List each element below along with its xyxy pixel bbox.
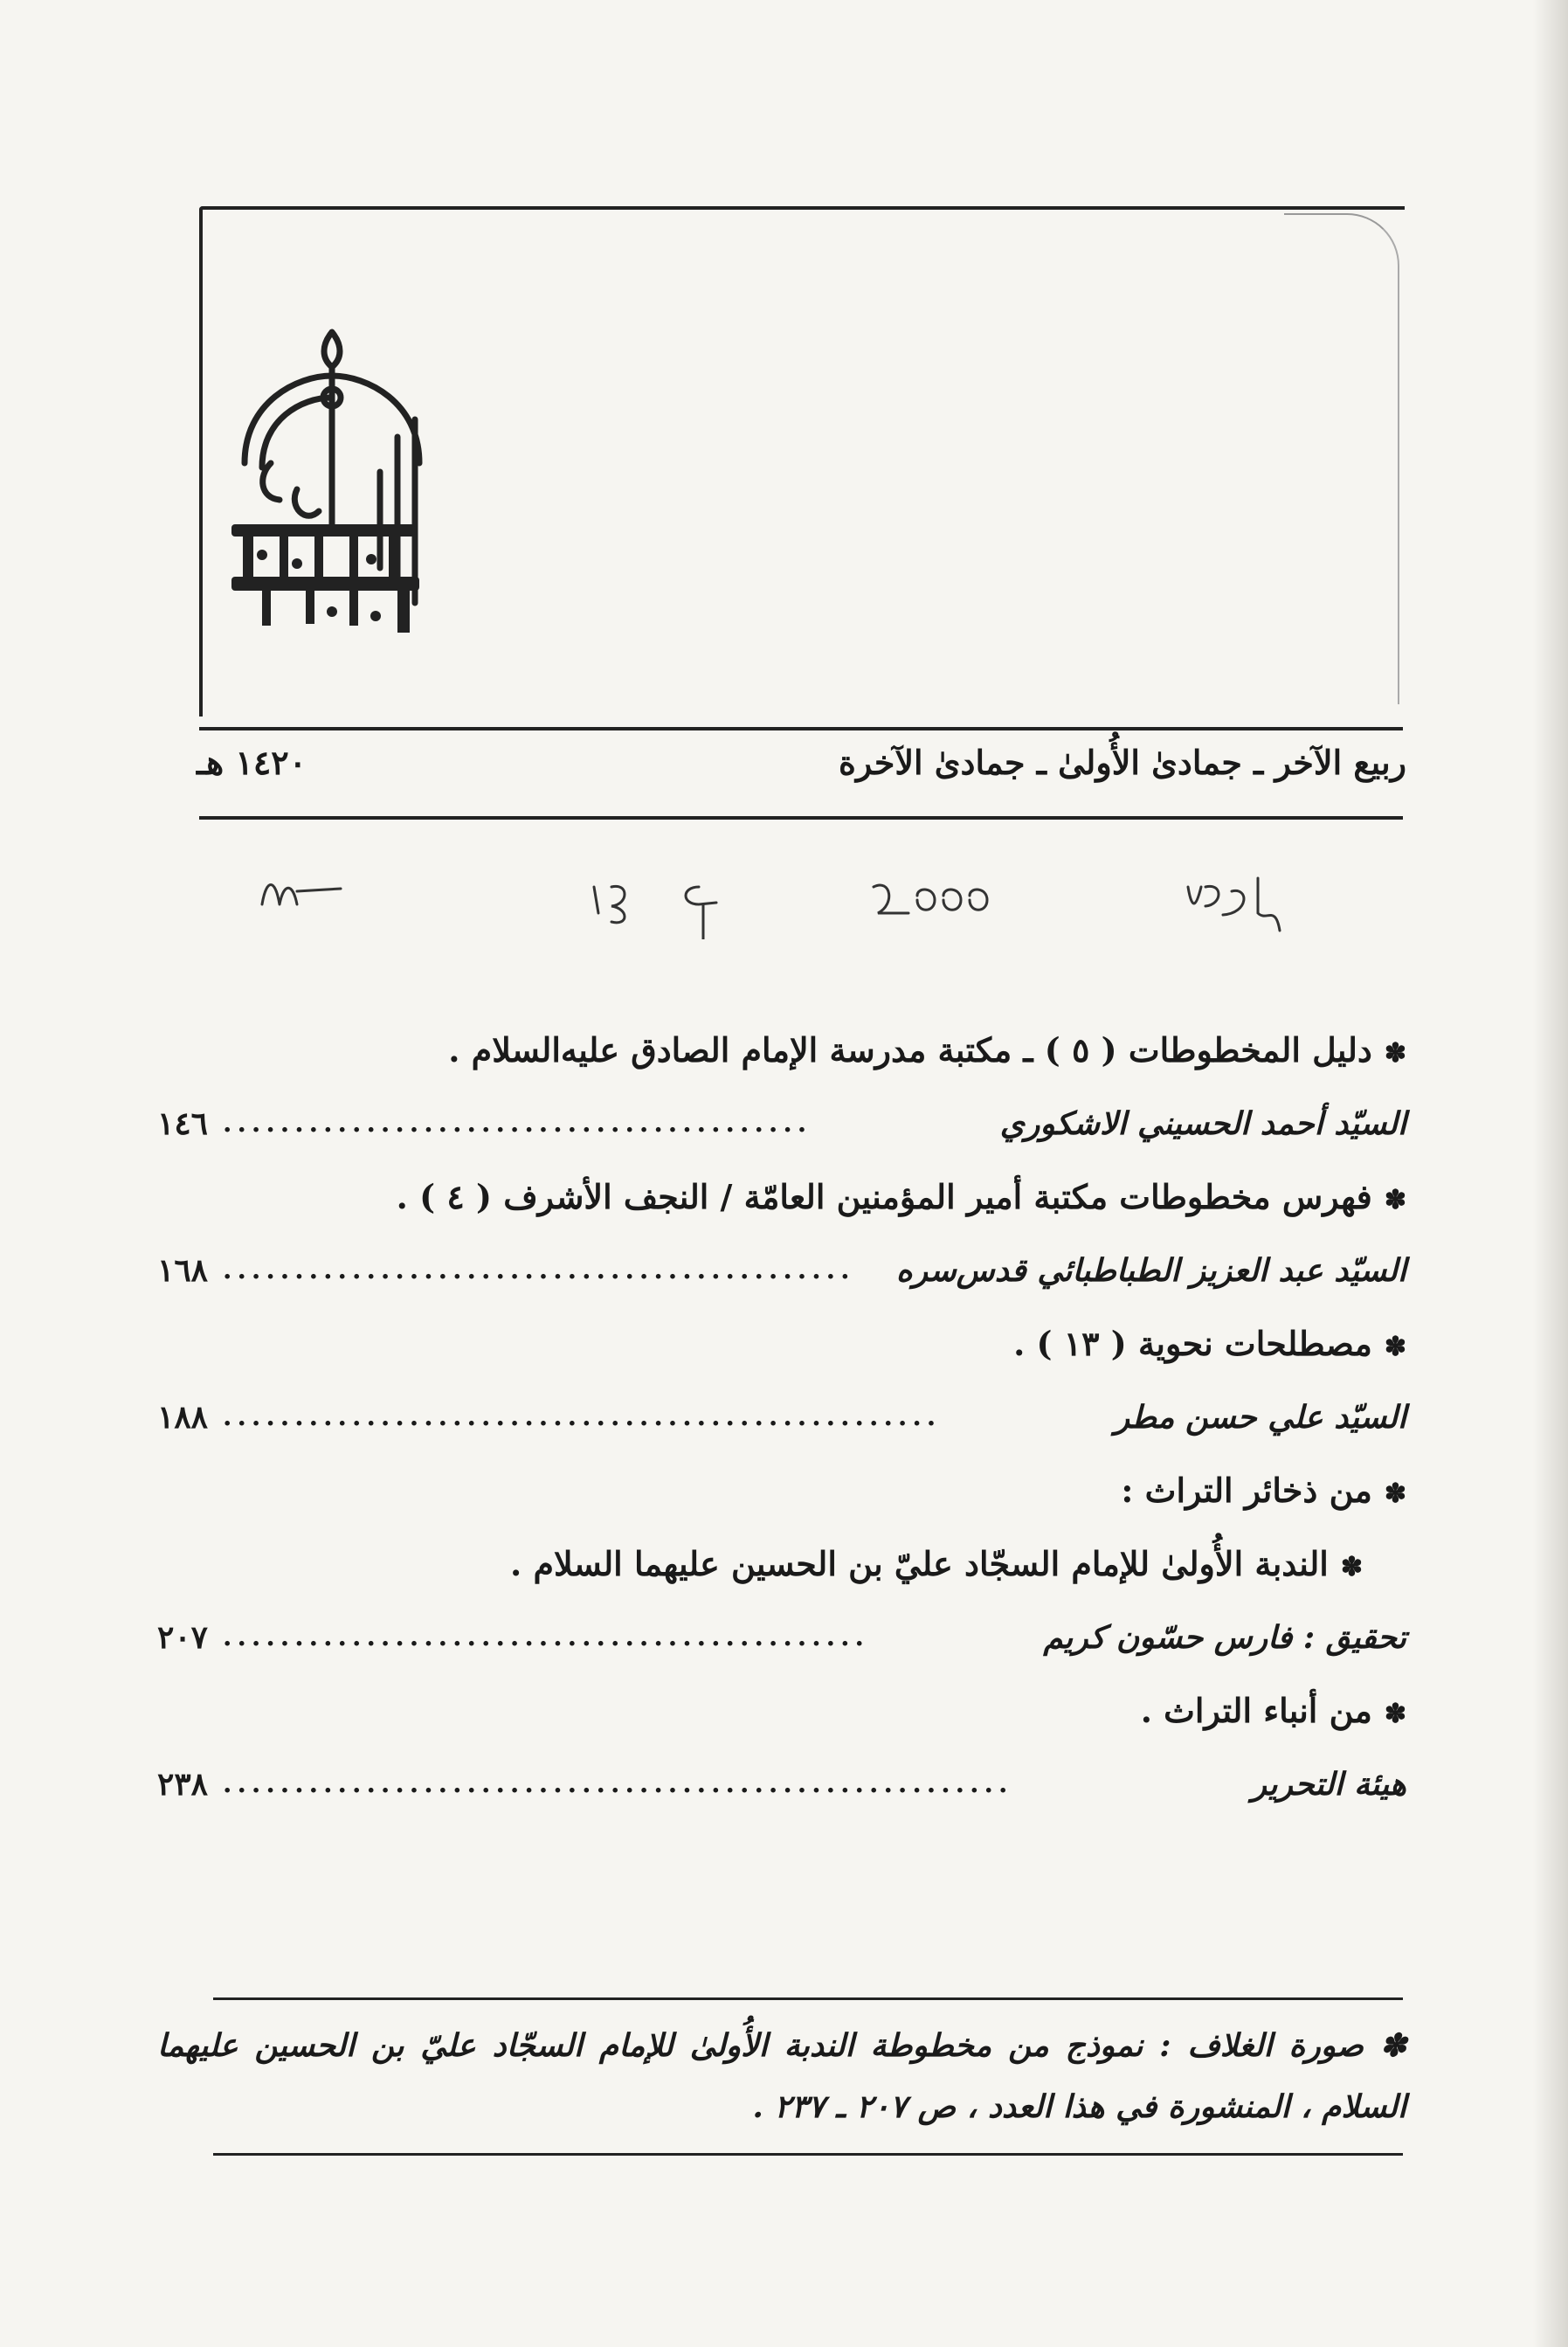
bullet-icon: ✽ (1384, 1699, 1406, 1729)
bullet-icon: ✽ (1384, 1332, 1406, 1362)
toc-entry-title (157, 1169, 1406, 1243)
rule-below-date (199, 816, 1403, 820)
toc-entry-title (157, 1022, 1406, 1096)
bullet-icon: ✽ (1384, 1038, 1406, 1069)
toc-title-text: من ذخائر التراث : (1121, 1471, 1372, 1510)
handwritten-annotation (245, 852, 1363, 939)
toc-page-number: ١٤٦ (157, 1105, 209, 1142)
toc-author: السيّد أحمد الحسيني الاشكوري (999, 1105, 1406, 1142)
institution-logo (210, 315, 446, 638)
toc-title-text: دليل المخطوطات ( ٥ ) ـ مكتبة مدرسة الإمام الصادق عليه‌السلام . (448, 1030, 1372, 1070)
leader-dots: ............................................ (223, 1255, 855, 1285)
toc-entry-title (157, 1536, 1406, 1610)
toc-author: السيّد علي حسن مطر (1114, 1399, 1406, 1436)
bullet-icon: ✽ (1384, 1185, 1406, 1215)
issue-months: ربيع الآخر ـ جمادیٰ الأُولیٰ ـ جمادیٰ الآخرة (838, 743, 1406, 782)
toc-title-text: الندبة الأُولىٰ للإمام السجّاد عليّ بن الحسين عليهما السلام . (510, 1544, 1329, 1583)
cover-note: ✽ صورة الغلاف : نموذج من مخطوطة الندبة الأُولىٰ للإمام السجّاد عليّ بن الحسين عليهما السلام ، المنشورة في هذا العدد ، ص ٢٠٧ ـ ٢٣٧ . (157, 2027, 1406, 2125)
toc-title-text: فهرس مخطوطات مكتبة أمير المؤمنين العامّة / النجف الأشرف ( ٤ ) . (396, 1177, 1372, 1216)
rule-above-cover-note (213, 1997, 1403, 2000)
toc-page-number: ٢٠٧ (157, 1619, 209, 1656)
rule-above-date (199, 727, 1403, 730)
toc-title-text: مصطلحات نحوية ( ١٣ ) . (1013, 1324, 1372, 1363)
toc-author: تحقيق : فارس حسّون كريم (1043, 1619, 1406, 1656)
toc-page-number: ١٦٨ (157, 1252, 209, 1289)
toc-entry-title (157, 1316, 1406, 1389)
leader-dots: ....................................................... (223, 1769, 1013, 1799)
page-edge-shadow (1533, 0, 1568, 2347)
toc-entry-title (157, 1683, 1406, 1756)
table-of-contents (157, 1022, 1406, 1830)
toc-entry-author-line (157, 1389, 1406, 1463)
leader-dots: ............................................. (223, 1622, 869, 1652)
toc-entry-author-line (157, 1096, 1406, 1169)
toc-entry-author-line (157, 1756, 1406, 1830)
toc-entry-author-line (157, 1610, 1406, 1683)
leader-dots: .................................................. (223, 1402, 942, 1432)
rule-below-cover-note (213, 2153, 1403, 2156)
toc-page-number: ١٨٨ (157, 1399, 209, 1436)
leader-dots: ......................................... (223, 1108, 812, 1139)
issue-year: ١٤٢٠ هـ (197, 743, 307, 782)
toc-author: السيّد عبد العزيز الطباطبائي قدس‌سره (895, 1252, 1406, 1289)
toc-author: هيئة التحرير (1251, 1766, 1406, 1803)
bullet-icon: ✽ (1384, 1478, 1406, 1509)
toc-page-number: ٢٣٨ (157, 1766, 209, 1803)
header-frame-inner (1284, 213, 1399, 704)
toc-entry-title (157, 1463, 1406, 1536)
bullet-icon: ✽ (1340, 1552, 1363, 1582)
toc-title-text: من أنباء التراث . (1140, 1691, 1372, 1730)
toc-entry-author-line (157, 1243, 1406, 1316)
